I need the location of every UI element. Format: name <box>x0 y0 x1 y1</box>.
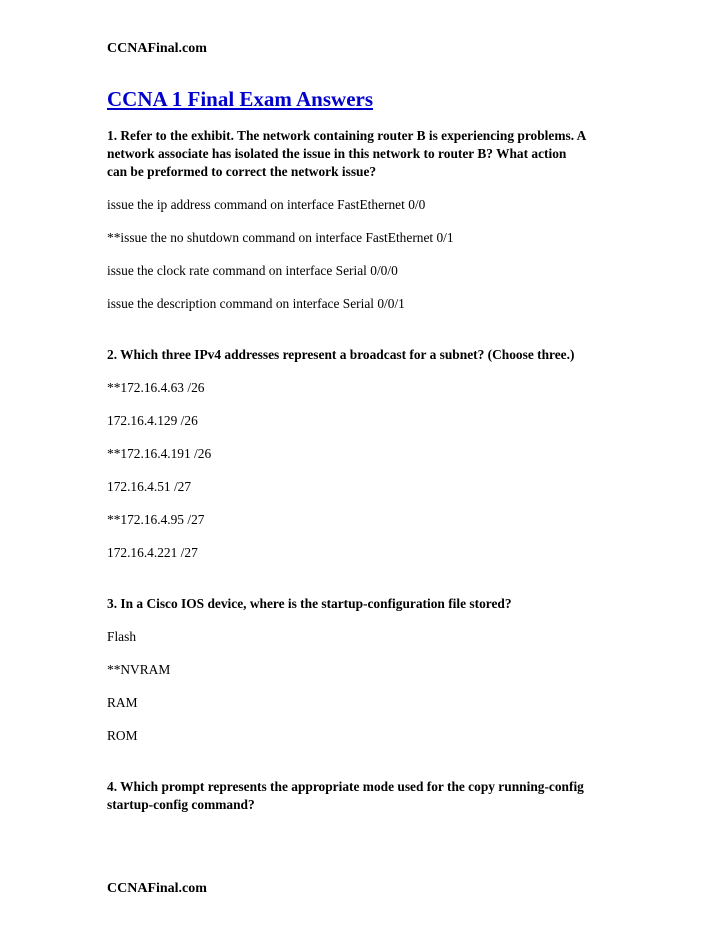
answer-option: issue the ip address command on interface FastEthernet 0/0 <box>107 197 426 212</box>
question-line: 3. In a Cisco IOS device, where is the startup-configuration file stored? <box>107 596 512 611</box>
answer-option: 172.16.4.221 /27 <box>107 545 198 560</box>
question-block <box>107 595 647 745</box>
header-site-name: CCNAFinal.com <box>107 41 207 56</box>
question-text <box>107 127 647 181</box>
question-line: 2. Which three IPv4 addresses represent a broadcast for a subnet? (Choose three.) <box>107 347 575 362</box>
question-block <box>107 778 647 814</box>
answer-option: issue the description command on interface Serial 0/0/1 <box>107 296 405 311</box>
answer-option: ROM <box>107 728 138 743</box>
answer-option: **172.16.4.95 /27 <box>107 512 205 527</box>
answer-option: **NVRAM <box>107 662 171 677</box>
question-block <box>107 127 647 313</box>
answer-option: **issue the no shutdown command on interface FastEthernet 0/1 <box>107 230 454 245</box>
question-text <box>107 778 647 814</box>
question-text <box>107 346 647 364</box>
answer-option: RAM <box>107 695 138 710</box>
question-line: can be preformed to correct the network issue? <box>107 164 377 179</box>
question-block <box>107 346 647 562</box>
question-line: 1. Refer to the exhibit. The network containing router B is experiencing problems. A <box>107 128 587 143</box>
answer-option: 172.16.4.129 /26 <box>107 413 198 428</box>
answer-option: 172.16.4.51 /27 <box>107 479 192 494</box>
answer-option: Flash <box>107 629 137 644</box>
question-text <box>107 595 647 613</box>
answer-option: issue the clock rate command on interface Serial 0/0/0 <box>107 263 398 278</box>
document-body <box>107 127 647 814</box>
question-line: 4. Which prompt represents the appropriate mode used for the copy running-config <box>107 779 584 794</box>
answer-option: **172.16.4.63 /26 <box>107 380 205 395</box>
answer-option: **172.16.4.191 /26 <box>107 446 212 461</box>
question-line: startup-config command? <box>107 797 255 812</box>
document-title-link[interactable]: CCNA 1 Final Exam Answers <box>107 87 374 111</box>
question-line: network associate has isolated the issue in this network to router B? What action <box>107 146 567 161</box>
footer-site-name: CCNAFinal.com <box>107 881 207 896</box>
